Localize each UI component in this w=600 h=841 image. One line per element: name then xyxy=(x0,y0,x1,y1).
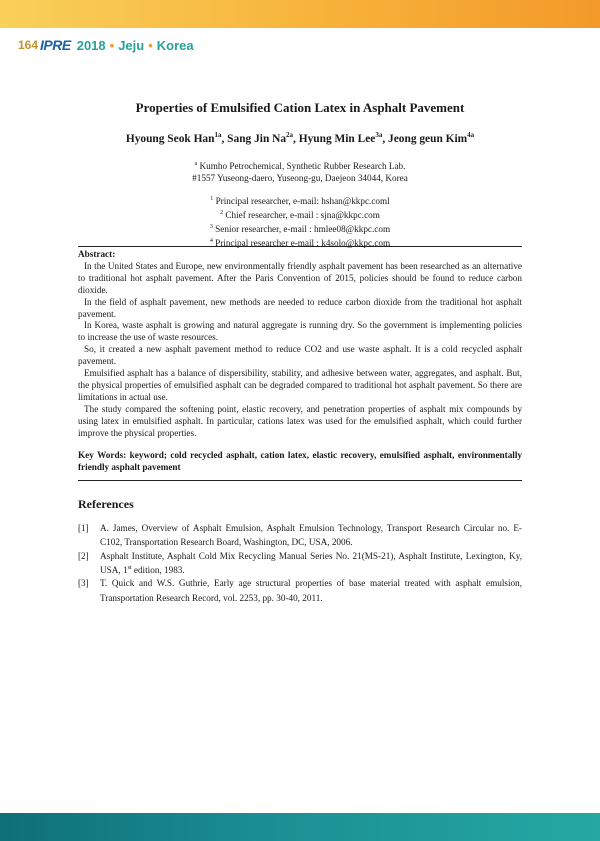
logo-country: Korea xyxy=(156,37,194,53)
reference-text: T. Quick and W.S. Guthrie, Early age structural properties of base material treated with asphalt emulsion, Transportation Research Record, vol. 2253, pp. 30-40, 2011. xyxy=(100,578,522,603)
author-name: Jeong geun Kim xyxy=(388,132,468,145)
reference-label: [2] xyxy=(78,550,89,561)
reference-item xyxy=(78,522,522,549)
divider xyxy=(78,246,522,247)
logo-brand: IPRE xyxy=(40,37,71,53)
references-list xyxy=(78,522,522,605)
author-name: Hyoung Seok Han xyxy=(125,132,215,145)
contact-line: Principal researcher e-mail : k4solo@kkpc.com xyxy=(215,238,391,249)
references-heading: References xyxy=(78,497,134,511)
abstract xyxy=(78,249,522,440)
abstract-paragraph: So, it created a new asphalt pavement method to reduce CO2 and use waste asphalt. It is a cold recycled asphalt pavement. xyxy=(78,344,522,367)
affiliation-line: Kumho Petrochemical, Synthetic Rubber Research Lab. xyxy=(199,161,406,172)
logo-year: 2018 xyxy=(76,37,106,53)
reference-text: Asphalt Institute, Asphalt Cold Mix Recycling Manual Series No. 21(MS-21), Asphalt Institute, Lexington, Ky, USA, 1st edition, 1983. xyxy=(100,550,522,576)
contact-sup: 3 xyxy=(209,224,213,231)
abstract-paragraph: In Korea, waste asphalt is growing and natural aggregate is running dry. So the government is implementing policies to increase the use of waste resources. xyxy=(78,320,522,343)
author-name: Sang Jin Na xyxy=(227,132,287,145)
logo-dot-icon: • xyxy=(148,37,153,53)
logo-dot-icon: • xyxy=(109,37,115,53)
abstract-paragraph: The study compared the softening point, elastic recovery, and penetration properties of asphalt mix compounds by using latex in emulsified asphalt. In particular, cations latex was used for the emulsified asphalt, which could further improve the physical properties. xyxy=(78,403,522,438)
reference-item xyxy=(78,577,522,604)
affiliation-sup: a xyxy=(194,161,198,167)
reference-label: [1] xyxy=(78,523,89,533)
contact-sup: 4 xyxy=(209,238,213,245)
bottom-banner xyxy=(0,813,600,841)
author-sup: 1a xyxy=(214,131,222,139)
paper-title: Properties of Emulsified Cation Latex in Asphalt Pavement xyxy=(135,100,465,115)
author-sup: 2a xyxy=(286,131,294,139)
author-name: Hyung Min Lee xyxy=(298,132,376,145)
reference-item xyxy=(78,550,522,577)
top-banner xyxy=(0,0,600,28)
logo-number: 164 xyxy=(18,38,39,52)
keywords: Key Words: keyword; cold recycled asphalt, cation latex, elastic recovery, emulsified asphalt, environmentally friendly asphalt pavement xyxy=(78,450,522,472)
abstract-label: Abstract: xyxy=(78,249,116,259)
contact-sup: 2 xyxy=(220,210,224,217)
contact-line: Principal researcher, e-mail: hshan@kkpc.coml xyxy=(215,196,390,207)
contact-sup: 1 xyxy=(210,196,214,202)
affiliation xyxy=(0,158,600,184)
reference-label: [3] xyxy=(78,578,89,589)
author-contacts xyxy=(0,193,600,249)
author-list: Hyoung Seok Han$^{1a}$, Sang Jin $Na^{2a}$, Hyung Min Lee$^{3a}$, Jeong geun Kim$^{4a}$ xyxy=(125,131,475,145)
contact-line: Senior researcher, e-mail : hmlee08@kkpc.com xyxy=(215,224,391,235)
abstract-paragraph: In the United States and Europe, new environmentally friendly asphalt pavement has been researched as an alternative to traditional hot asphalt pavement. After the Paris Convention of 2015, policies should be found to reduce carbon dioxide. xyxy=(78,260,522,295)
contact-line: Chief researcher, e-mail : sjna@kkpc.com xyxy=(225,210,380,221)
affiliation-line: #1557 Yuseong-daero, Yuseong-gu, Daejeon 34044, Korea xyxy=(192,173,408,184)
reference-text: A. James, Overview of Asphalt Emulsion, Asphalt Emulsion Technology, Transport Research Circular no. E-C102, Transportation Research Board, Washington, DC, USA, 2006. xyxy=(100,523,522,548)
conference-logo xyxy=(18,36,194,54)
logo-city: Jeju xyxy=(118,37,145,53)
abstract-paragraph: In the field of asphalt pavement, new methods are needed to reduce carbon dioxide from the traditional hot asphalt pavement. xyxy=(78,296,522,319)
author-sup: 4a xyxy=(467,131,475,139)
abstract-paragraph: Emulsified asphalt has a balance of dispersibility, stability, and adhesive between water, aggregates, and asphalt. But, the physical properties of emulsified asphalt can be degraded compared to traditional hot asphalt pavement. So there are limitations in actual use. xyxy=(78,368,522,402)
divider xyxy=(78,480,522,481)
author-sup: 3a xyxy=(375,131,383,139)
